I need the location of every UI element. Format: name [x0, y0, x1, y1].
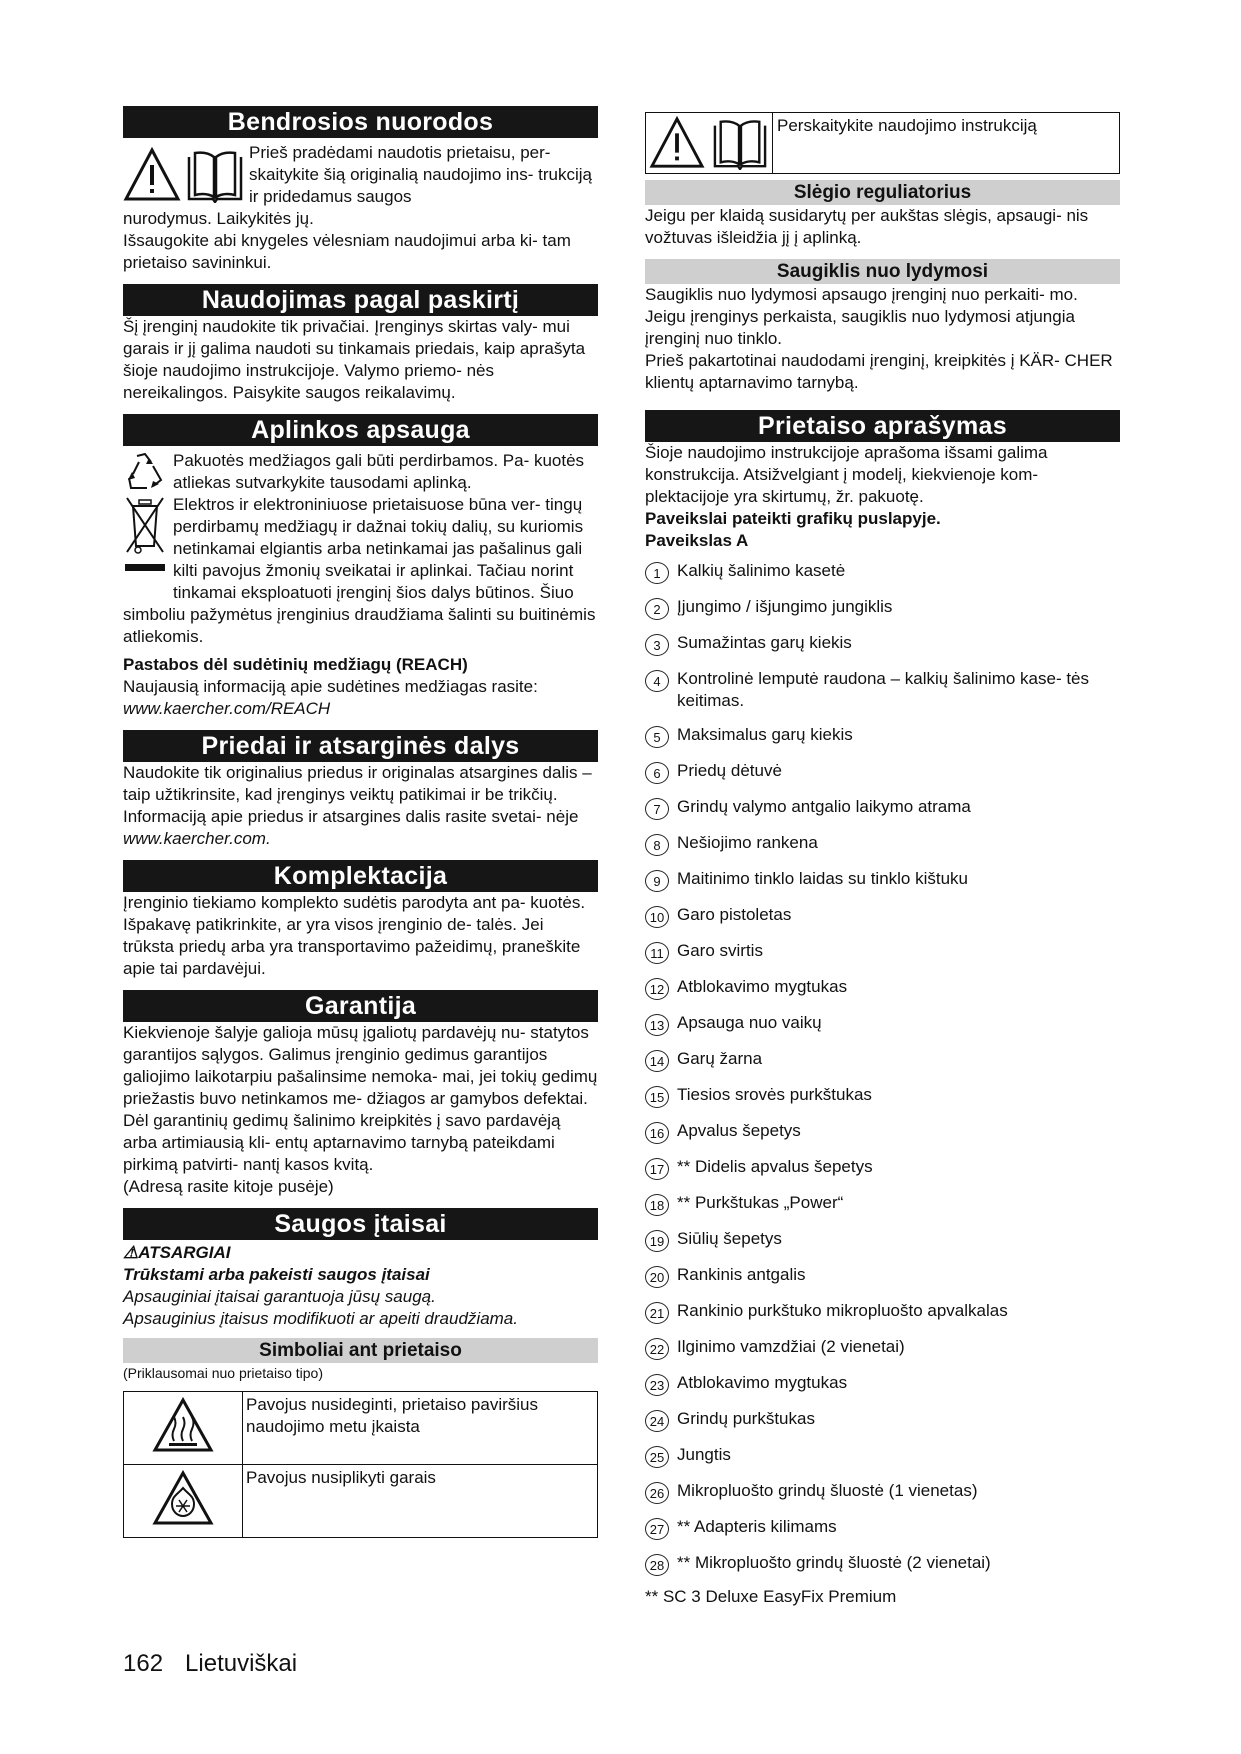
model-footnote: ** SC 3 Deluxe EasyFix Premium: [645, 1587, 897, 1606]
item-label: Grindų purkštukas: [677, 1409, 815, 1428]
section-title-environment: Aplinkos apsauga: [123, 414, 598, 446]
item-number-badge: 24: [645, 1410, 669, 1432]
section-title-pressure-regulator: Slėgio reguliatorius: [645, 180, 1120, 205]
item-number-badge: 7: [645, 798, 669, 820]
item-number-badge: 22: [645, 1338, 669, 1360]
crossed-bin-icon: [123, 494, 167, 574]
item-label: Mikropluošto grindų šluostė (1 vienetas): [677, 1481, 978, 1500]
list-item: [645, 560, 1120, 584]
device-parts-list: [645, 560, 1120, 1576]
weee-text: Elektros ir elektroniniuose prietaisuose būna ver- tingų perdirbamų medžiagų ir dažnai tokių dalių, su kuriomis netinkamai elgiantis arba netinkamai jas pašalinus gali kilti pavojus žmonių sveikatai ir aplinkai. Tačiau norint tinkamai eksploatuoti įrenginį šios dalys būtinos. Šiuo simboliu pažymėtus įrenginius draudžiama šalinti su buitinėmis atliekomis.: [123, 495, 596, 646]
list-item: [645, 1516, 1120, 1540]
thermal-fuse-service-text: Prieš pakartotinai naudodami įrenginį, kreipkitės į KÄR- CHER klientų aptarnavimo tarnybą.: [645, 351, 1113, 392]
item-number-badge: 12: [645, 978, 669, 1000]
device-description-text: Šioje naudojimo instrukcijoje aprašoma išsami galima konstrukcija. Atsižvelgiant į modelį, kiekvienoje kom- plektacijoje yra skirtumų, žr. pakuotę.: [645, 443, 1048, 506]
warranty-address: (Adresą rasite kitoje pusėje): [123, 1177, 334, 1196]
item-label: Sumažintas garų kiekis: [677, 633, 852, 652]
list-item: [645, 596, 1120, 620]
list-item: [645, 976, 1120, 1000]
item-label: Ilginimo vamzdžiai (2 vienetai): [677, 1337, 905, 1356]
item-label: Rankinis antgalis: [677, 1265, 806, 1284]
figures-note: Paveikslai pateikti grafikų puslapyje.: [645, 509, 941, 528]
item-number-badge: 8: [645, 834, 669, 856]
item-number-badge: 25: [645, 1446, 669, 1468]
item-label: Maksimalus garų kiekis: [677, 725, 853, 744]
general-keep-text: nurodymus. Laikykitės jų.: [123, 209, 314, 228]
item-label: Atblokavimo mygtukas: [677, 977, 848, 996]
reach-title: Pastabos dėl sudėtinių medžiagų (REACH): [123, 655, 468, 674]
item-number-badge: 18: [645, 1194, 669, 1216]
caution-text-1: Apsauginiai įtaisai garantuoja jūsų saugą.: [123, 1287, 436, 1306]
list-item: [645, 632, 1120, 656]
general-intro-text: Prieš pradėdami naudotis prietaisu, per- skaitykite šią originalią naudojimo ins- trukciją ir pridedamus saugos: [249, 143, 592, 206]
item-label: Kontrolinė lemputė raudona – kalkių šalinimo kase- tės keitimas.: [677, 669, 1090, 710]
list-item: [645, 1264, 1120, 1288]
item-label: Garo svirtis: [677, 941, 763, 960]
language-label: Lietuviškai: [185, 1650, 298, 1677]
item-label: Nešiojimo rankena: [677, 833, 818, 852]
list-item: [645, 1444, 1120, 1468]
pressure-regulator-text: Jeigu per klaidą susidarytų per aukštas slėgis, apsaugi- nis vožtuvas išleidžia jį į aplinką.: [645, 206, 1089, 247]
item-number-badge: 11: [645, 942, 669, 964]
list-item: [645, 1372, 1120, 1396]
intended-use-text: Šį įrenginį naudokite tik privačiai. Įrenginys skirtas valy- mui garais ir jį galima naudoti su tinkamais priedais, kaip aprašyta šioje naudojimo instrukcijoje. Valymo priemo- nės nereikalingos. Paisykite saugos reikalavimų.: [123, 317, 586, 402]
item-number-badge: 9: [645, 870, 669, 892]
accessories-text: Naudokite tik originalius priedus ir originalas atsargines dalis – taip užtikrinsite, kad įrenginys veiktų patikimai ir be trikčių.: [123, 763, 592, 804]
reach-text: Naujausią informaciją apie sudėtines medžiagas rasite:: [123, 677, 538, 696]
item-number-badge: 13: [645, 1014, 669, 1036]
item-number-badge: 10: [645, 906, 669, 928]
item-number-badge: 26: [645, 1482, 669, 1504]
item-number-badge: 4: [645, 670, 669, 692]
item-label: Įjungimo / išjungimo jungiklis: [677, 597, 893, 616]
item-number-badge: 5: [645, 726, 669, 748]
list-item: [645, 668, 1120, 712]
item-number-badge: 20: [645, 1266, 669, 1288]
list-item: [645, 1156, 1120, 1180]
list-item: [645, 796, 1120, 820]
item-label: Garų žarna: [677, 1049, 763, 1068]
read-instructions-box: [645, 112, 1120, 174]
item-label: Tiesios srovės purkštukas: [677, 1085, 872, 1104]
section-title-accessories: Priedai ir atsarginės dalys: [123, 730, 598, 762]
caution-label: ⚠ATSARGIAI: [123, 1243, 231, 1262]
list-item: [645, 1192, 1120, 1216]
section-title-device-symbols: Simboliai ant prietaiso: [123, 1338, 598, 1363]
accessories-link[interactable]: www.kaercher.com.: [123, 829, 271, 848]
weee-icon-wrap: [123, 494, 173, 604]
page-footer: [123, 1650, 319, 1678]
environment-block: [123, 450, 598, 648]
read-instructions-icons: [646, 113, 773, 173]
list-item: [645, 1408, 1120, 1432]
section-title-scope-of-delivery: Komplektacija: [123, 860, 598, 892]
item-label: Siūlių šepetys: [677, 1229, 782, 1248]
caution-text-2: Apsauginius įtaisus modifikuoti ar apeiti draudžiama.: [123, 1309, 518, 1328]
general-store-text: Išsaugokite abi knygeles vėlesniam naudojimui arba ki- tam prietaiso savininkui.: [123, 231, 571, 272]
item-number-badge: 14: [645, 1050, 669, 1072]
list-item: [645, 904, 1120, 928]
item-number-badge: 23: [645, 1374, 669, 1396]
item-label: Apsauga nuo vaikų: [677, 1013, 822, 1032]
item-number-badge: 17: [645, 1158, 669, 1180]
warning-triangle-icon: [123, 147, 181, 203]
item-label: Garo pistoletas: [677, 905, 792, 924]
warning-manual-icons: [123, 142, 249, 208]
section-title-intended-use: Naudojimas pagal paskirtį: [123, 284, 598, 316]
item-number-badge: 16: [645, 1122, 669, 1144]
section-title-thermal-fuse: Saugiklis nuo lydymosi: [645, 259, 1120, 284]
item-label: Rankinio purkštuko mikropluošto apvalkalas: [677, 1301, 1008, 1320]
thermal-fuse-text: Saugiklis nuo lydymosi apsaugo įrenginį nuo perkaiti- mo. Jeigu įrenginys perkaista, saugiklis nuo lydymosi atjungia įrenginį nuo tinklo.: [645, 285, 1078, 348]
item-number-badge: 1: [645, 562, 669, 584]
reach-link[interactable]: www.kaercher.com/REACH: [123, 699, 331, 718]
item-number-badge: 3: [645, 634, 669, 656]
item-label: ** Adapteris kilimams: [677, 1517, 837, 1536]
steam-scald-text: Pavojus nusiplikyti garais: [243, 1465, 598, 1538]
symbol-row-steam: [124, 1465, 598, 1538]
symbols-table: [123, 1391, 598, 1538]
item-label: Priedų dėtuvė: [677, 761, 782, 780]
item-number-badge: 6: [645, 762, 669, 784]
list-item: [645, 940, 1120, 964]
item-label: ** Didelis apvalus šepetys: [677, 1157, 873, 1176]
left-column: [123, 106, 598, 1538]
hot-surface-text: Pavojus nusideginti, prietaiso paviršius naudojimo metu įkaista: [243, 1392, 598, 1465]
figure-a-label: Paveikslas A: [645, 531, 749, 550]
symbol-row-hot-surface: [124, 1392, 598, 1465]
item-label: Atblokavimo mygtukas: [677, 1373, 848, 1392]
section-title-general: Bendrosios nuorodos: [123, 106, 598, 138]
section-title-safety-devices: Saugos įtaisai: [123, 1208, 598, 1240]
packaging-text: Pakuotės medžiagos gali būti perdirbamos. Pa- kuotės atliekas sutvarkykite tausodami aplinką.: [173, 451, 585, 492]
item-label: Grindų valymo antgalio laikymo atrama: [677, 797, 971, 816]
accessories-info: [123, 806, 598, 850]
list-item: [645, 1300, 1120, 1324]
item-number-badge: 21: [645, 1302, 669, 1324]
read-instructions-text: Perskaitykite naudojimo instrukciją: [777, 116, 1037, 135]
list-item: [645, 1012, 1120, 1036]
accessories-info-text: Informaciją apie priedus ir atsargines dalis rasite svetai- nėje: [123, 807, 579, 826]
list-item: [645, 1480, 1120, 1504]
section-title-warranty: Garantija: [123, 990, 598, 1022]
item-number-badge: 15: [645, 1086, 669, 1108]
list-item: [645, 760, 1120, 784]
item-label: Kalkių šalinimo kasetė: [677, 561, 846, 580]
page-number: 162: [123, 1650, 164, 1677]
item-label: ** Purkštukas „Power“: [677, 1193, 844, 1212]
section-title-device-description: Prietaiso aprašymas: [645, 410, 1120, 442]
general-notes-block: [123, 142, 598, 274]
warranty-text: Kiekvienoje šalyje galioja mūsų įgaliotų pardavėjų nu- statytos garantijos sąlygos. Galimus įrenginio gedimus garantijos galiojimo laikotarpiu pašalinsime nemoka- mai, jei tokių gedimų priežastis buvo netinkamos me- džiagos ar gamybos defektai. Dėl garantinių gedimų šalinimo kreipkitės į savo pardavėją arba artimiausią kli- entų aptarnavimo tarnybą pateikdami pirkimą patvirti- nantį kasos kvitą.: [123, 1023, 598, 1174]
list-item: [645, 832, 1120, 856]
item-number-badge: 27: [645, 1518, 669, 1540]
list-item: [645, 1228, 1120, 1252]
list-item: [645, 1048, 1120, 1072]
item-label: Jungtis: [677, 1445, 731, 1464]
item-label: ** Mikropluošto grindų šluostė (2 vienetai): [677, 1553, 991, 1572]
caution-subtitle: Trūkstami arba pakeisti saugos įtaisai: [123, 1265, 430, 1284]
list-item: [645, 724, 1120, 748]
list-item: [645, 1120, 1120, 1144]
scope-text: Įrenginio tiekiamo komplekto sudėtis parodyta ant pa- kuotės. Išpakavę patikrinkite, ar yra visos įrenginio de- talės. Jei trūksta priedų arba yra transportavimo pažeidimų, praneškite apie tai pardavėjui.: [123, 893, 586, 978]
list-item: [645, 868, 1120, 892]
list-item: [645, 1336, 1120, 1360]
item-number-badge: 28: [645, 1554, 669, 1576]
item-label: Apvalus šepetys: [677, 1121, 801, 1140]
list-item: [645, 1552, 1120, 1576]
manual-book-icon: [185, 147, 245, 203]
hot-surface-warning-icon: [152, 1397, 214, 1453]
device-type-note: (Priklausomai nuo prietaiso tipo): [123, 1365, 323, 1381]
recycling-icon-wrap: [123, 450, 173, 494]
warning-triangle-icon: [649, 116, 705, 170]
list-item: [645, 1084, 1120, 1108]
item-number-badge: 19: [645, 1230, 669, 1252]
recycling-icon: [123, 450, 167, 492]
right-column: [645, 112, 1120, 1608]
item-label: Maitinimo tinklo laidas su tinklo kištuku: [677, 869, 969, 888]
manual-book-icon: [711, 116, 769, 170]
steam-scald-warning-icon: [152, 1470, 214, 1526]
item-number-badge: 2: [645, 598, 669, 620]
